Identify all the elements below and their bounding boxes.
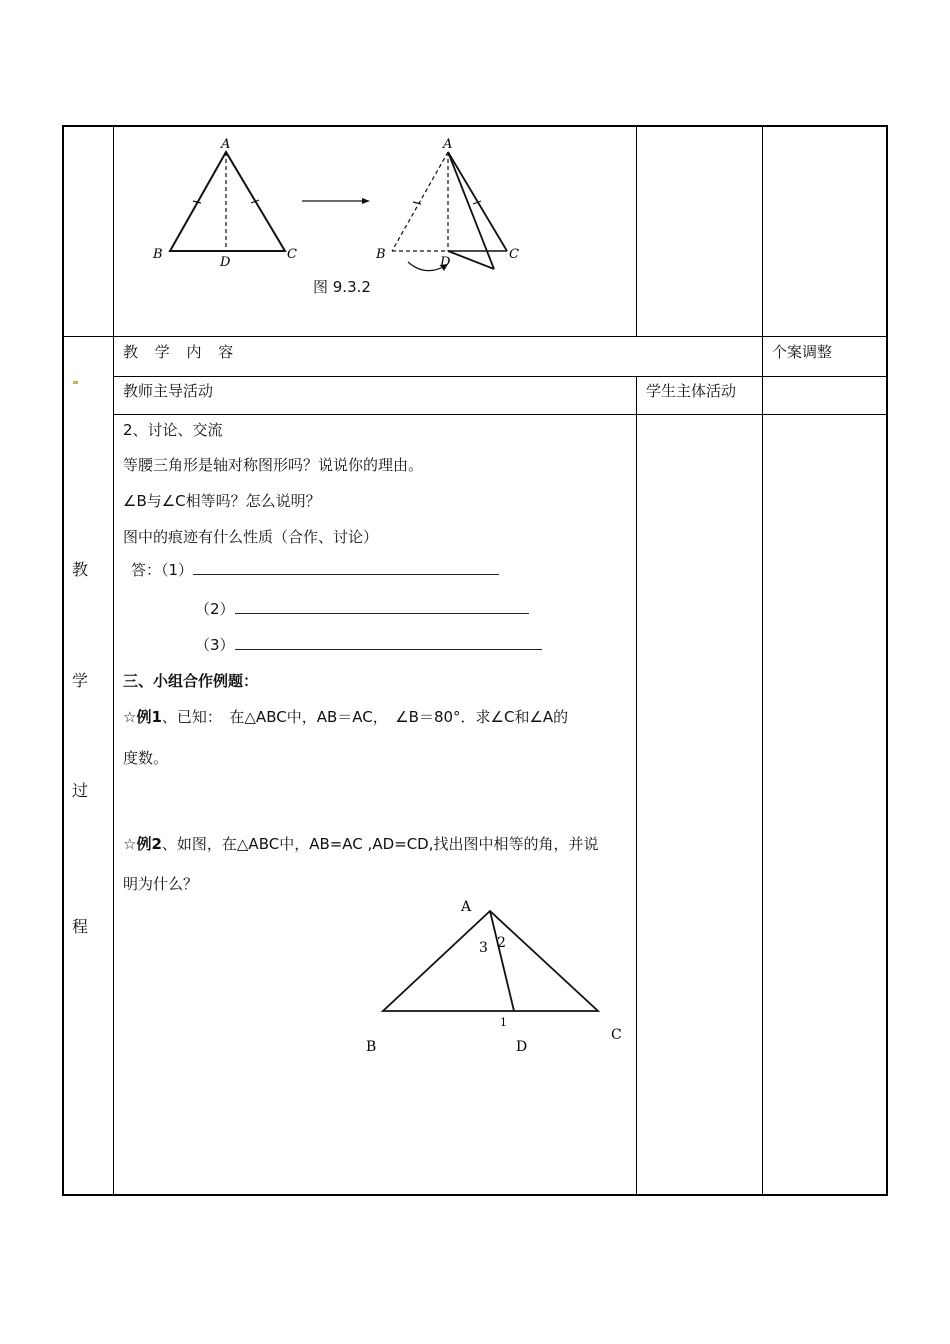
- edit-mark: [73, 381, 78, 384]
- table-col-line-2: [636, 125, 637, 337]
- table-border-left: [62, 125, 64, 1196]
- discuss-title: 2、讨论、交流: [123, 421, 223, 439]
- answer-2-blank[interactable]: [235, 599, 529, 614]
- table-col-line-1: [113, 125, 114, 1196]
- label-c: C: [611, 1027, 622, 1043]
- answer-3-blank[interactable]: [235, 635, 542, 650]
- right-label-a: A: [443, 137, 453, 152]
- question-2: ∠B与∠C相等吗？怎么说明？: [123, 492, 321, 510]
- side-label-2: 学: [72, 671, 89, 690]
- right-label-d: D: [440, 255, 451, 270]
- answer-2-label: （2）: [195, 600, 235, 618]
- angle-label-3: 3: [479, 940, 488, 956]
- answer-1-blank[interactable]: [193, 560, 499, 575]
- answer-2: [195, 599, 529, 619]
- adjust-title: 个案调整: [772, 343, 833, 361]
- table-col-line-2b: [636, 376, 637, 1195]
- left-triangle: [170, 152, 285, 251]
- example-1-label: 例1: [136, 708, 162, 726]
- side-label-4: 程: [72, 917, 89, 936]
- example-2-text: 、如图，在△ABC中，AB=AC ,AD=CD,找出图中相等的角，并说: [161, 835, 599, 853]
- example-1-line2: 度数。: [123, 749, 169, 767]
- right-label-c: C: [509, 247, 519, 262]
- answer-3-label: （3）: [195, 636, 235, 654]
- right-label-b: B: [376, 247, 386, 262]
- teacher-title: 教师主导活动: [123, 382, 214, 400]
- table-row-line-3: [113, 414, 888, 415]
- segment-ad: [490, 911, 514, 1011]
- example-2-triangle-figure: [360, 893, 630, 1063]
- student-title: 学生主体活动: [646, 382, 737, 400]
- left-label-d: D: [220, 255, 231, 270]
- label-b: B: [366, 1039, 377, 1055]
- question-1: 等腰三角形是轴对称图形吗？说说你的理由。: [123, 456, 424, 474]
- label-d: D: [516, 1039, 528, 1055]
- example-1: [123, 707, 568, 727]
- side-label-3: 过: [72, 781, 89, 800]
- triangle-abc: [383, 911, 598, 1011]
- right-ac: [448, 152, 507, 251]
- table-row-line-1: [62, 336, 888, 337]
- arrow-head: [362, 198, 370, 204]
- example-2-label: 例2: [136, 835, 162, 853]
- table-border-bottom: [62, 1194, 888, 1196]
- table-row-line-2: [113, 376, 888, 377]
- example-1-star: ☆: [123, 708, 137, 726]
- left-label-a: A: [221, 137, 231, 152]
- question-3: 图中的痕迹有什么性质（合作、讨论）: [123, 528, 379, 546]
- angle-label-1: 1: [500, 1016, 507, 1029]
- table-border-top: [62, 125, 888, 127]
- figure-caption: 图 9.3.2: [313, 278, 371, 296]
- answer-1-label: 答：（1）: [131, 561, 194, 579]
- example-2: [123, 834, 599, 854]
- content-title: 教 学 内 容: [123, 343, 240, 361]
- answer-3: [195, 635, 542, 655]
- table-col-line-3: [762, 125, 763, 1196]
- example-2-line2: 明为什么？: [123, 875, 199, 893]
- angle-label-2: 2: [497, 935, 506, 951]
- left-label-c: C: [287, 247, 297, 262]
- section-3-title: 三、小组合作例题：: [123, 672, 259, 690]
- label-a: A: [461, 899, 472, 915]
- right-dashed-ab: [392, 152, 448, 251]
- left-label-b: B: [153, 247, 163, 262]
- side-label-1: 教: [72, 560, 89, 579]
- example-2-star: ☆: [123, 835, 137, 853]
- answer-1: [131, 560, 499, 580]
- table-border-right: [886, 125, 888, 1196]
- example-1-text: 、已知： 在△ABC中，AB＝AC， ∠B＝80°．求∠C和∠A的: [161, 708, 569, 726]
